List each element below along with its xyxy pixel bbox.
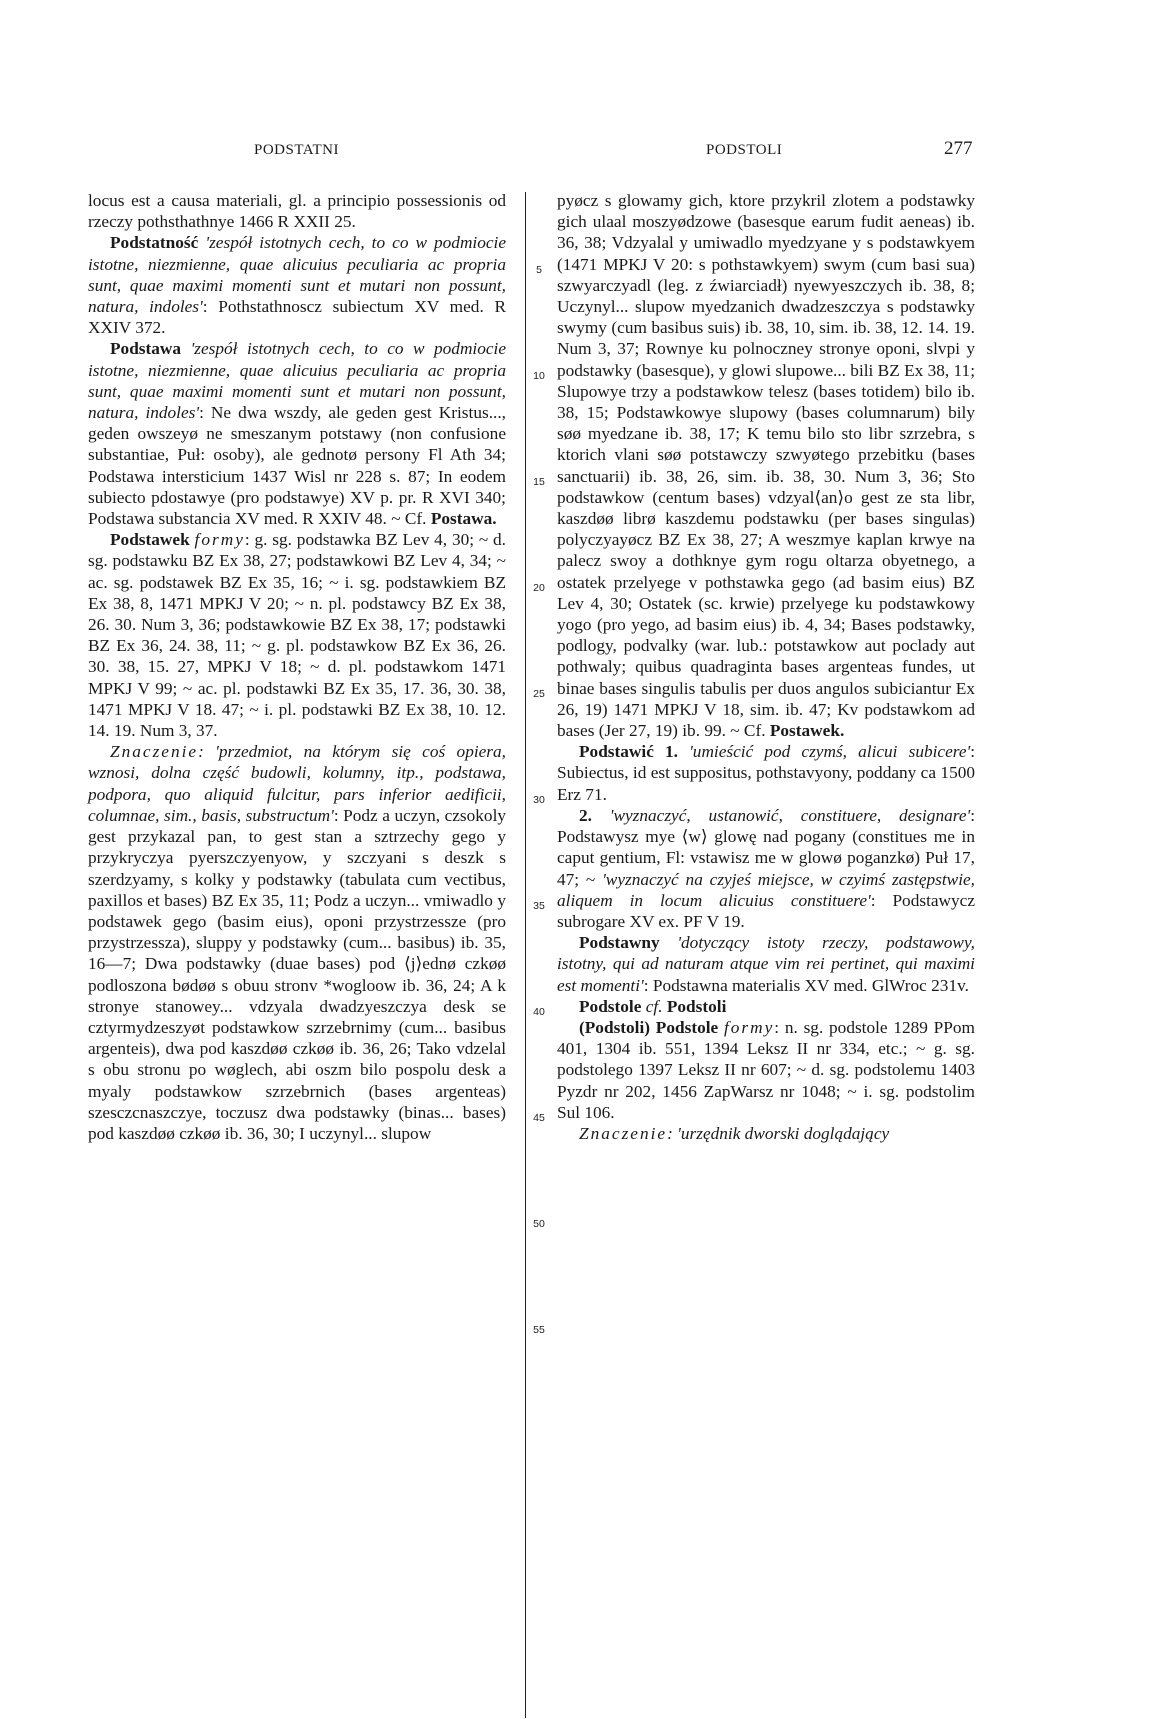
entry-text: : Podz a uczyn, czsokoly gest przykazal pan, to gest stan a sztrzechy gego y przykryczya pyerszczyenyow, y szczyani s deszk s szerdzyamy, s kolky y podstawky (tabulata cum vectibus, paxillos et bases) BZ Ex 35, 11; Podz a uczyn... vmiwadlo y podstawek gego (basim eius), oponi przystrzessze (pro przystrzessza), sluppy y podstawky (cum... basibus) ib. 35, 16—7; Dwa podstawky (duae bases) pod ⟨j⟩ednø czkøø podloszona bødøø s obuu stronv *wogloow ib. 36, 24; A k stronye stanowey... vdzyala dwadzyeszczya desk se cztyrmydzeszyøt podstawkow szrzebrnimy (cum... basibus argenteis), dwa pod kaszdøø czkøø ib. 36, 26; Tako vdzelal s obu stronu po wøglech, abi oszm bilo pospolu desk a myaly podstawkow szrzebrnich (bases argenteas) szesczcnaszczye, toczusz dwa podstawky (binas... bases) pod kaszdøø czkøø ib. 36, 30; I uczynyl... slupow [88, 805, 507, 1143]
entry-text: : Pothstathnoscz subiectum XV med. R XXIV 372. [88, 297, 506, 338]
line-number: 30 [533, 794, 545, 806]
line-number: 20 [533, 582, 545, 594]
headword: Podstawić [579, 742, 654, 762]
line-number: 40 [533, 1006, 545, 1018]
headword: Podstawa [110, 339, 182, 359]
sense-number: 2. [579, 805, 592, 825]
cf-label: cf. [645, 996, 663, 1016]
headword: Podstole [579, 996, 642, 1016]
left-column [88, 190, 506, 1144]
definition: 'umieścić pod czymś, alicui subicere' [689, 742, 971, 762]
paragraph-continuation [557, 190, 975, 741]
cross-reference: Postawek. [769, 721, 845, 741]
entry-forms: : g. sg. podstawka BZ Lev 4, 30; ~ d. sg. podstawku BZ Ex 38, 27; podstawkowi BZ Lev 4, 34; ~ ac. sg. podstawek BZ Ex 35, 16; ~ i. sg. podstawkiem BZ Ex 38, 8, 1471 MPKJ V 20; ~ n. pl. podstawcy BZ Ex 38, 26. 30. Num 3, 36; podstawkowie BZ Ex 38, 17; podstawki BZ Ex 36, 24. 38, 11; ~ g. pl. podstawkow BZ Ex 36, 26. 30. 38, 15. 27, MPKJ V 18; ~ d. pl. podstawkom 1471 MPKJ V 99; ~ ac. pl. podstawki BZ Ex 35, 17. 36, 30. 38, 1471 MPKJ V 18. 47; ~ i. pl. podstawki BZ Ex 38, 10. 12. 14. 19. Num 3, 37. [88, 530, 507, 741]
definition: : 'przedmiot, na którym się coś opiera, wznosi, dolna część budowli, kolumny, itp., podstawa, podpora, quo aliquid fulcitur, pars inferior aedificii, columnae, sim., basis, substructum' [88, 742, 506, 825]
line-number: 10 [533, 370, 545, 382]
headword: Podstawek [110, 530, 190, 550]
entry-text: pyøcz s glowamy gich, ktore przykril zlotem a podstawky gich ulaal moszyødzowe (basesque earum fudit aeneas) ib. 36, 38; Vdzyalal y umiwadlo myedzyane y s podstawkyem (1471 MPKJ V 20: s pothstawkyem) swym (cum basi sua) szwyarczyadl (leg. z źwiarciadł) nyewyeszczych ib. 38, 8; Uczynyl... slupow myedzanich dwadzeszczya s podstawky swymy (cum basibus suis) ib. 38, 10, sim. ib. 38, 12. 14. 19. Num 3, 37; Rownye ku polnoczney stronye oponi, slvpi y podstawky (basesque), y glowi slupowe... bili BZ Ex 38, 11; Slupowye trzy a podstawkow telesz (bases totidem) bilo ib. 38, 15; Podstawkowye slupowy (bases columnarum) bily søø myedzane ib. 38, 17; K temu bilo sto libr szrzebra, s ktorich vlani søø potstawczy szwyøtego przebitku (bases sanctuarii) ib. 38, 26, sim. ib. 38, 30. Num 3, 36; Sto podstawkow (centum bases) vdzyal⟨an⟩o gest ze sta libr, kaszdøø librø kaszdemu podstawku (per bases singulas) polyczyayøcz BZ Ex 38, 27; A weszmye kaplan krwye na palecz swoy a dothknye gym rogu oltarza obyetnego, a ostatek przelyege v pothstawka gego (ad basim eius) BZ Lev 4, 30; Ostatek (sc. krwie) przelyege ku podstawkowy yogo (pro yego, ad basim eius) ib. 4, 34; Bases podstawky, podlogy, podvalky (war. lub.: potstawkow aut poclady aut pothwaly; quibus quadraginta bases argenteas fundes, ut binae bases singulis tabulis per duos angulos subiciantur Ex 26, 19) 1471 MPKJ V 18, sim. ib. 47; Kv podstawkom ad bases (Jer 27, 19) ib. 99. ~ Cf. [557, 191, 975, 741]
line-number: 55 [533, 1324, 545, 1336]
entry-forms: : n. sg. podstole 1289 PPom 401, 1304 ib. 551, 1394 Leksz II nr 334, etc.; ~ g. sg. podstolego 1397 Leksz II nr 607; ~ d. sg. podstolemu 1403 Pyzdr nr 202, 1456 ZapWarsz nr 1048; ~ i. sg. podstolim Sul 106. [557, 1017, 975, 1122]
section-label-znaczenie: Znaczenie [579, 1123, 668, 1143]
section-label-formy: formy [723, 1017, 775, 1037]
headword: Podstawny [579, 933, 660, 953]
right-column [557, 190, 975, 1144]
entry-podstatnosc [88, 232, 506, 338]
entry-podstoli [557, 1017, 975, 1123]
entry-podstawny [557, 932, 975, 996]
cross-reference: Postawa. [430, 509, 497, 529]
sense-number: 1. [665, 742, 678, 762]
definition: 'wyznaczyć na czyjeś miejsce, w czyimś zastępstwie, aliquem in locum alicuius constituere' [557, 869, 975, 910]
running-header [88, 138, 988, 162]
definition: 'wyznaczyć, ustanowić, constituere, designare' [609, 805, 971, 825]
definition: : 'urzędnik dworski doglądający [667, 1123, 890, 1143]
paragraph-continuation: locus est a causa materiali, gl. a principio possessionis od rzeczy pothsthathnye 1466 R XXII 25. [88, 191, 506, 232]
entry-text: : Subiectus, id est suppositus, pothstavyony, poddany ca 1500 Erz 71. [557, 742, 976, 804]
page-number: 277 [944, 138, 973, 159]
definition: 'dotyczący istoty rzeczy, podstawowy, istotny, qui ad naturam atque vim rei pertinet, qui maximi est momenti' [557, 933, 975, 995]
entry-text: : Podstawycz subrogare XV ex. PF V 19. [557, 890, 975, 931]
column-divider [525, 192, 526, 1718]
entry-podstawek-meaning [88, 741, 506, 1144]
line-number: 50 [533, 1218, 545, 1230]
definition: 'zespół istotnych cech, to co w podmiocie istotne, niezmienne, quae alicuius peculiaria ac propria sunt, quae maximi momenti sunt et mutari non possunt, natura, indoles' [88, 233, 507, 317]
section-label-znaczenie: Znaczenie [110, 742, 199, 762]
section-label-formy: formy [194, 530, 245, 550]
header-left-headword: PODSTATNI [254, 142, 339, 158]
headword: (Podstoli) Podstole [579, 1017, 719, 1037]
entry-podstawek [88, 529, 506, 741]
line-number: 35 [533, 900, 545, 912]
entry-text: : Ne dwa wszdy, ale geden gest Kristus..., geden owszeyø ne smeszanym potstawy (non confusione substantiae, Puł: osoby), ale gednotø persony Fl Ath 34; Podstawa intersticium 1437 Wisl nr 228 s. 87; In eodem subiecto pdostawye (pro podstawye) XV p. pr. R XVI 340; Podstawa substancia XV med. R XXIV 48. ~ Cf. [88, 403, 506, 529]
entry-podstole-ref [557, 996, 975, 1017]
line-number: 45 [533, 1112, 545, 1124]
entry-podstawic [557, 741, 975, 805]
line-number: 25 [533, 688, 545, 700]
entry-text: : Podstawna materialis XV med. GlWroc 231v. [643, 975, 969, 995]
line-number: 5 [536, 264, 542, 276]
definition: 'zespół istotnych cech, to co w podmiocie istotne, niezmienne, quae alicuius peculiaria ac propria sunt, quae maximi momenti sunt et mutari non possunt, natura, indoles' [88, 339, 507, 423]
entry-podstawa [88, 338, 506, 529]
entry-text: : Podstawysz mye ⟨w⟩ glowę nad pogany (constitues me in caput gentium, Fl: vstawisz me w glowø poganzkø) Puł 17, 47; ~ [557, 805, 975, 889]
header-right-headword: PODSTOLI [706, 142, 783, 158]
cross-reference: Podstoli [666, 996, 727, 1016]
entry-podstawic-sense-2 [557, 805, 975, 932]
headword: Podstatność [110, 233, 199, 253]
entry-podstoli-meaning [557, 1123, 975, 1144]
line-number: 15 [533, 476, 545, 488]
